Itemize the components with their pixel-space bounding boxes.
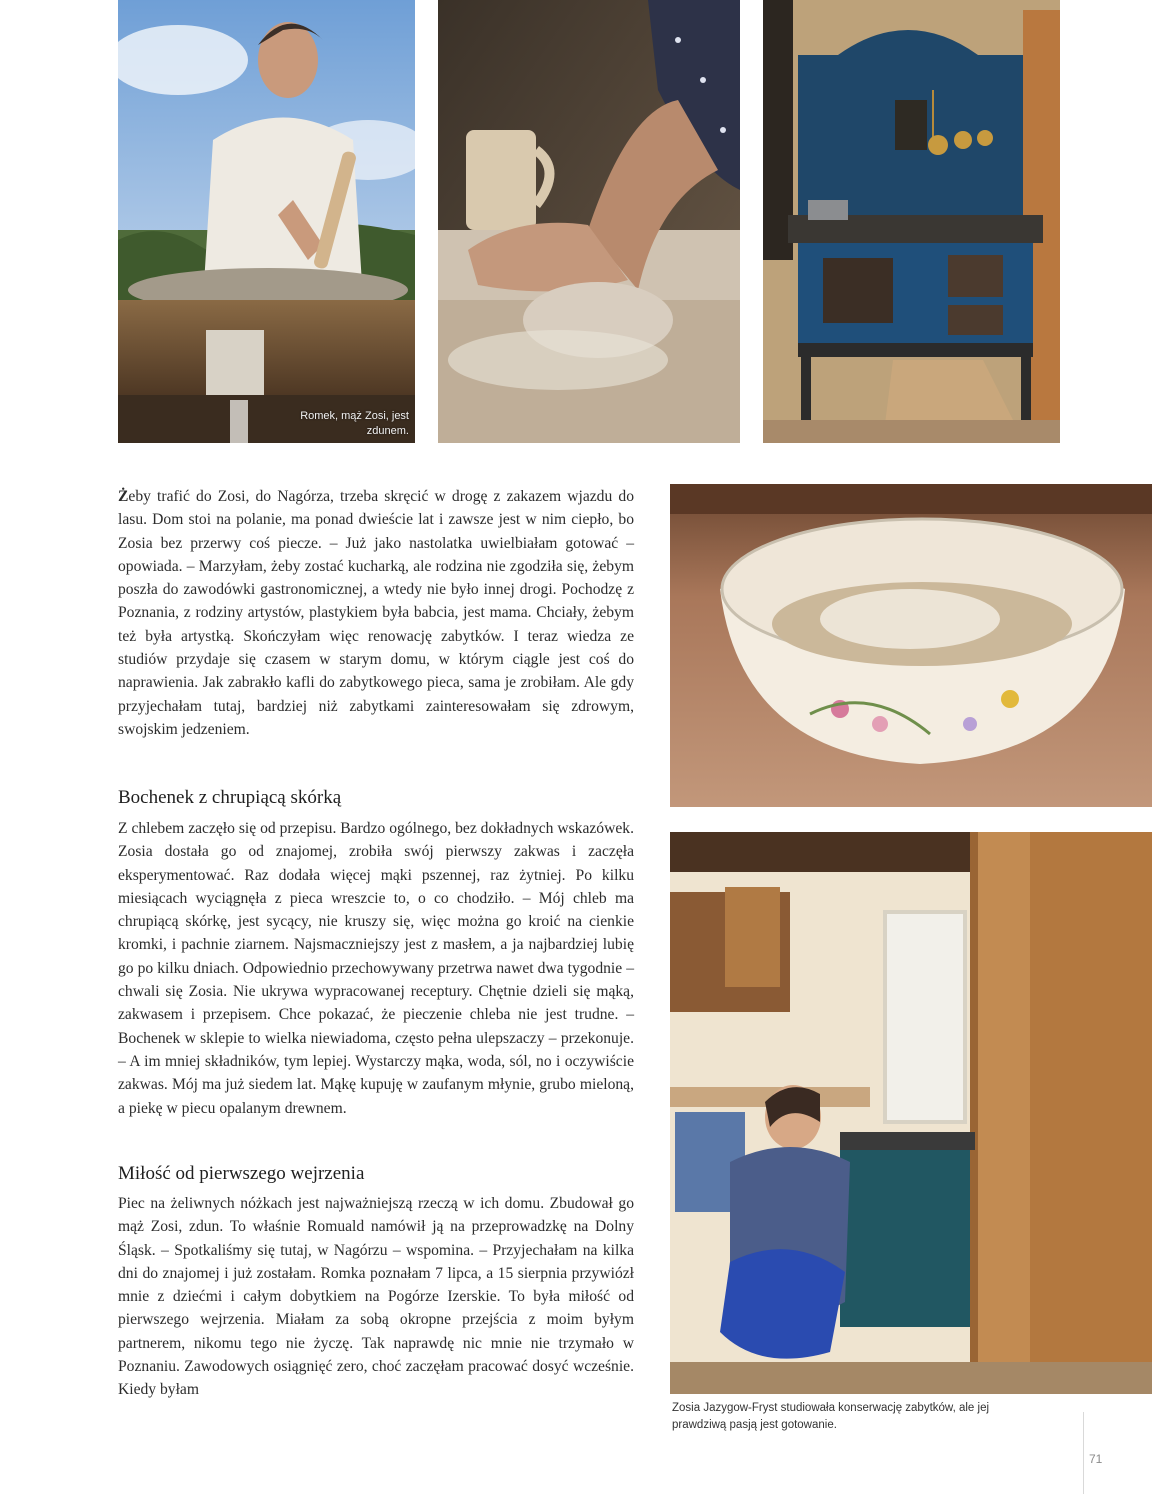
photo-woman-at-stove <box>670 832 1152 1394</box>
section-heading: Bochenek z chrupiącą skórką <box>118 787 342 808</box>
drop-cap: Ż <box>118 488 129 505</box>
kitchen-photo-caption: Zosia Jazygow-Fryst studiowała konserwację zabytków, ale jej prawdziwą pasją jest gotowanie. <box>672 1402 990 1431</box>
photo-man-grinding-grain <box>118 0 415 443</box>
intro-text: eby trafić do Zosi, do Nagórza, trzeba skręcić w drogę z zakazem wjazdu do lasu. Dom stoi na polanie, ma ponad dwieście lat i zawsze jest w nim ciepło, bo Zosia bez przerwy coś piecze. – Już jako nastolatka uwielbiałam gotować – opowiada. – Marzyłam, żeby zostać kucharką, ale rodzina nie zgodziła się, żebym poszła do zawodówki gastronomicznej, a wtedy nie było innej drogi. Pochodzę z Poznania, z rodziny artystów, plastykiem była babcia, jest mama. Chciały, żebym też była artystką. Skończyłam więc renowację zabytków. I teraz wiedza ze studiów przydaje się czasem w starym domu, w którym ciągle jest coś do naprawienia. Jak zabrakło kafli do zabytkowego pieca, sama je zrobiłam. Ale gdy przyjechałam tutaj, bardziej niż zabytkami zainteresowałam się zdrowym, swojskim jedzeniem. <box>118 488 634 738</box>
photo-overlay-caption: Romek, mąż Zosi, jest zdunem. <box>300 410 409 437</box>
section-heading: Miłość od pierwszego wejrzenia <box>118 1163 365 1184</box>
article-intro <box>118 485 634 741</box>
article-section-1: Z chlebem zaczęło się od przepisu. Bardzo ogólnego, bez dokładnych wskazówek. Zosia dostała go od znajomej, zrobiła swój pierwszy zakwas i zaczęła eksperymentować. Raz dodała więcej mąki pszennej, raz żytniej. Po kilku miesiącach wyciągnęła z pieca wreszcie to, o co chodziło. – Mój chleb ma chrupiącą skórkę, jest sycący, nie kruszy się, więc można go kroić na cienkie kromki, i pachnie ziarnem. Najsmaczniejszy jest z masłem, a ja najbardziej lubię go po kilku dniach. Odpowiednio przechowywany przetrwa nawet dwa tygodnie – chwali się Zosia. Nie ukrywa wypracowanej receptury. Chętnie dzieli się mąką, zakwasem i przepisem. Chce pokazać, że pieczenie chleba nie jest trudne. – Bochenek w sklepie to wielka niewiadoma, często pełna ulepszaczy – przekonuje. – A im mniej składników, tym lepiej. Wystarczy mąka, woda, sól, no i oczywiście zakwas. Mój ma już siedem lat. Mąkę kupuję w zaufanym młynie, grubo mieloną, a piekę w piecu opalanym drewnem. <box>118 820 634 1117</box>
article-section-2: Piec na żeliwnych nóżkach jest najważniejszą rzeczą w ich domu. Zbudował go mąż Zosi, zdun. To właśnie Romuald namówił ją na przeprowadzkę na Dolny Śląsk. – Spotkaliśmy się tutaj, w Nagórzu – wspomina. – Przyjechałam na kilka dni do znajomej i już zostałam. Romka poznałam 7 lipca, a 15 sierpnia przywiózł mnie z dziećmi i całym dobytkiem na Pogórze Izerskie. To była miłość od pierwszego wejrzenia. Miałam za sobą okropne przejścia z moim byłym partnerem, nikomu tego nie życzę. Tak naprawdę nic mnie nie trzymało w Poznaniu. Zawodowych osiągnięć zero, choć zaczęłam pracować dosyć wcześnie. Kiedy byłam <box>118 1195 634 1399</box>
photo-bowl-with-dough <box>670 484 1152 807</box>
photo-kneading-dough <box>438 0 740 443</box>
page-divider <box>1083 1412 1084 1494</box>
photo-tiled-stove <box>763 0 1060 443</box>
page-number: 71 <box>1089 1452 1103 1466</box>
